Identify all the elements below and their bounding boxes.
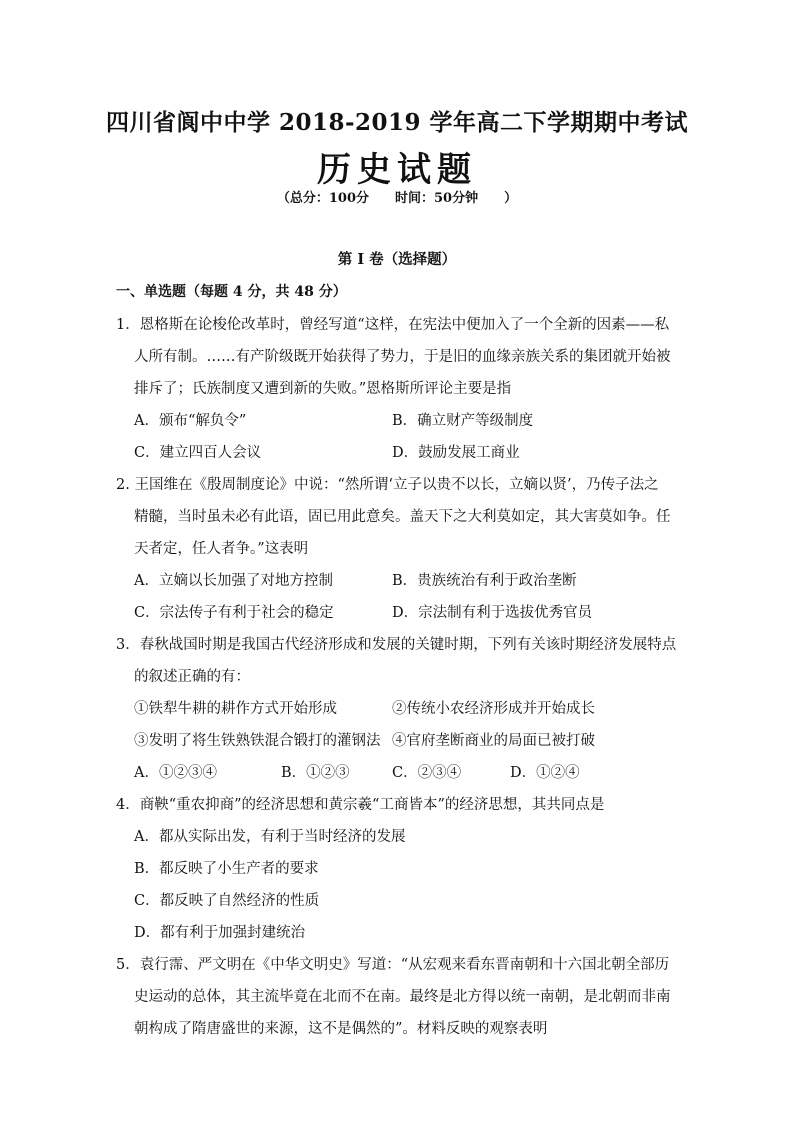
question-1-line-3: 排斥了；氏族制度又遭到新的失败。”恩格斯所评论主要是指	[134, 381, 512, 397]
question-3-line-2: 的叙述正确的有：	[134, 669, 250, 685]
question-1-option-d: D．鼓励发展工商业	[392, 445, 520, 461]
question-2-line-2: 精髓，当时虽未必有此语，固已用此意矣。盖天下之大利莫如定，其大害莫如争。任	[134, 509, 671, 525]
section-heading: 一、单选题（每题 4 分，共 48 分）	[116, 284, 347, 300]
part-heading: 第 I 卷（选择题）	[337, 251, 457, 268]
question-1-option-c: C．建立四百人会议	[134, 445, 262, 461]
exam-info: （总分：100分 时间：50分钟 ）	[276, 191, 518, 206]
question-4-option-d: D．都有利于加强封建统治	[134, 925, 306, 941]
question-3-item-3: ③发明了将生铁熟铁混合锻打的灌钢法	[134, 733, 381, 749]
question-3-option-c: C．②③④	[392, 765, 462, 781]
question-3-line-1: 3．春秋战国时期是我国古代经济形成和发展的关键时期，下列有关该时期经济发展特点	[116, 637, 677, 653]
question-3-item-1: ①铁犁牛耕的耕作方式开始形成	[134, 701, 337, 717]
question-5-line-1: 5．袁行霈、严文明在《中华文明史》写道：“从宏观来看东晋南朝和十六国北朝全部历	[116, 957, 670, 973]
question-1-option-a: A．颁布“解负令”	[134, 413, 247, 429]
question-4-line-1: 4．商鞅“重农抑商”的经济思想和黄宗羲“工商皆本”的经济思想，其共同点是	[116, 797, 605, 813]
question-3-item-4: ④官府垄断商业的局面已被打破	[392, 733, 595, 749]
question-3-option-a: A．①②③④	[134, 765, 217, 781]
question-3-option-b: B．①②③	[281, 765, 350, 781]
exam-title: 四川省阆中中学 2018-2019 学年高二下学期期中考试	[105, 109, 689, 136]
question-3-option-d: D．①②④	[510, 765, 580, 781]
question-2-line-1: 2. 王国维在《殷周制度论》中说：“然所谓‘立子以贵不以长，立嫡以贤’，乃传子法之	[116, 477, 659, 493]
question-2-option-b: B．贵族统治有利于政治垄断	[392, 573, 577, 589]
question-3-item-2: ②传统小农经济形成并开始成长	[392, 701, 595, 717]
question-4-option-a: A．都从实际出发，有利于当时经济的发展	[134, 829, 406, 845]
question-2-option-a: A．立嫡以长加强了对地方控制	[134, 573, 333, 589]
question-2-option-d: D．宗法制有利于选拔优秀官员	[392, 605, 593, 621]
question-1-line-2: 人所有制。……有产阶级既开始获得了势力，于是旧的血缘亲族关系的集团就开始被	[134, 349, 671, 365]
question-4-option-c: C．都反映了自然经济的性质	[134, 893, 320, 909]
question-1-option-b: B．确立财产等级制度	[392, 413, 534, 429]
exam-subject: 历史试题	[317, 150, 477, 190]
question-1-line-1: 1．恩格斯在论梭伦改革时，曾经写道“这样，在宪法中便加入了一个全新的因素——私	[116, 317, 670, 333]
question-2-option-c: C．宗法传子有利于社会的稳定	[134, 605, 334, 621]
question-2-line-3: 天者定，任人者争。”这表明	[134, 541, 309, 557]
question-4-option-b: B．都反映了小生产者的要求	[134, 861, 319, 877]
question-5-line-3: 朝构成了隋唐盛世的来源，这不是偶然的”。材料反映的观察表明	[134, 1021, 548, 1037]
question-5-line-2: 史运动的总体，其主流毕竟在北而不在南。最终是北方得以统一南朝，是北朝而非南	[134, 989, 671, 1005]
